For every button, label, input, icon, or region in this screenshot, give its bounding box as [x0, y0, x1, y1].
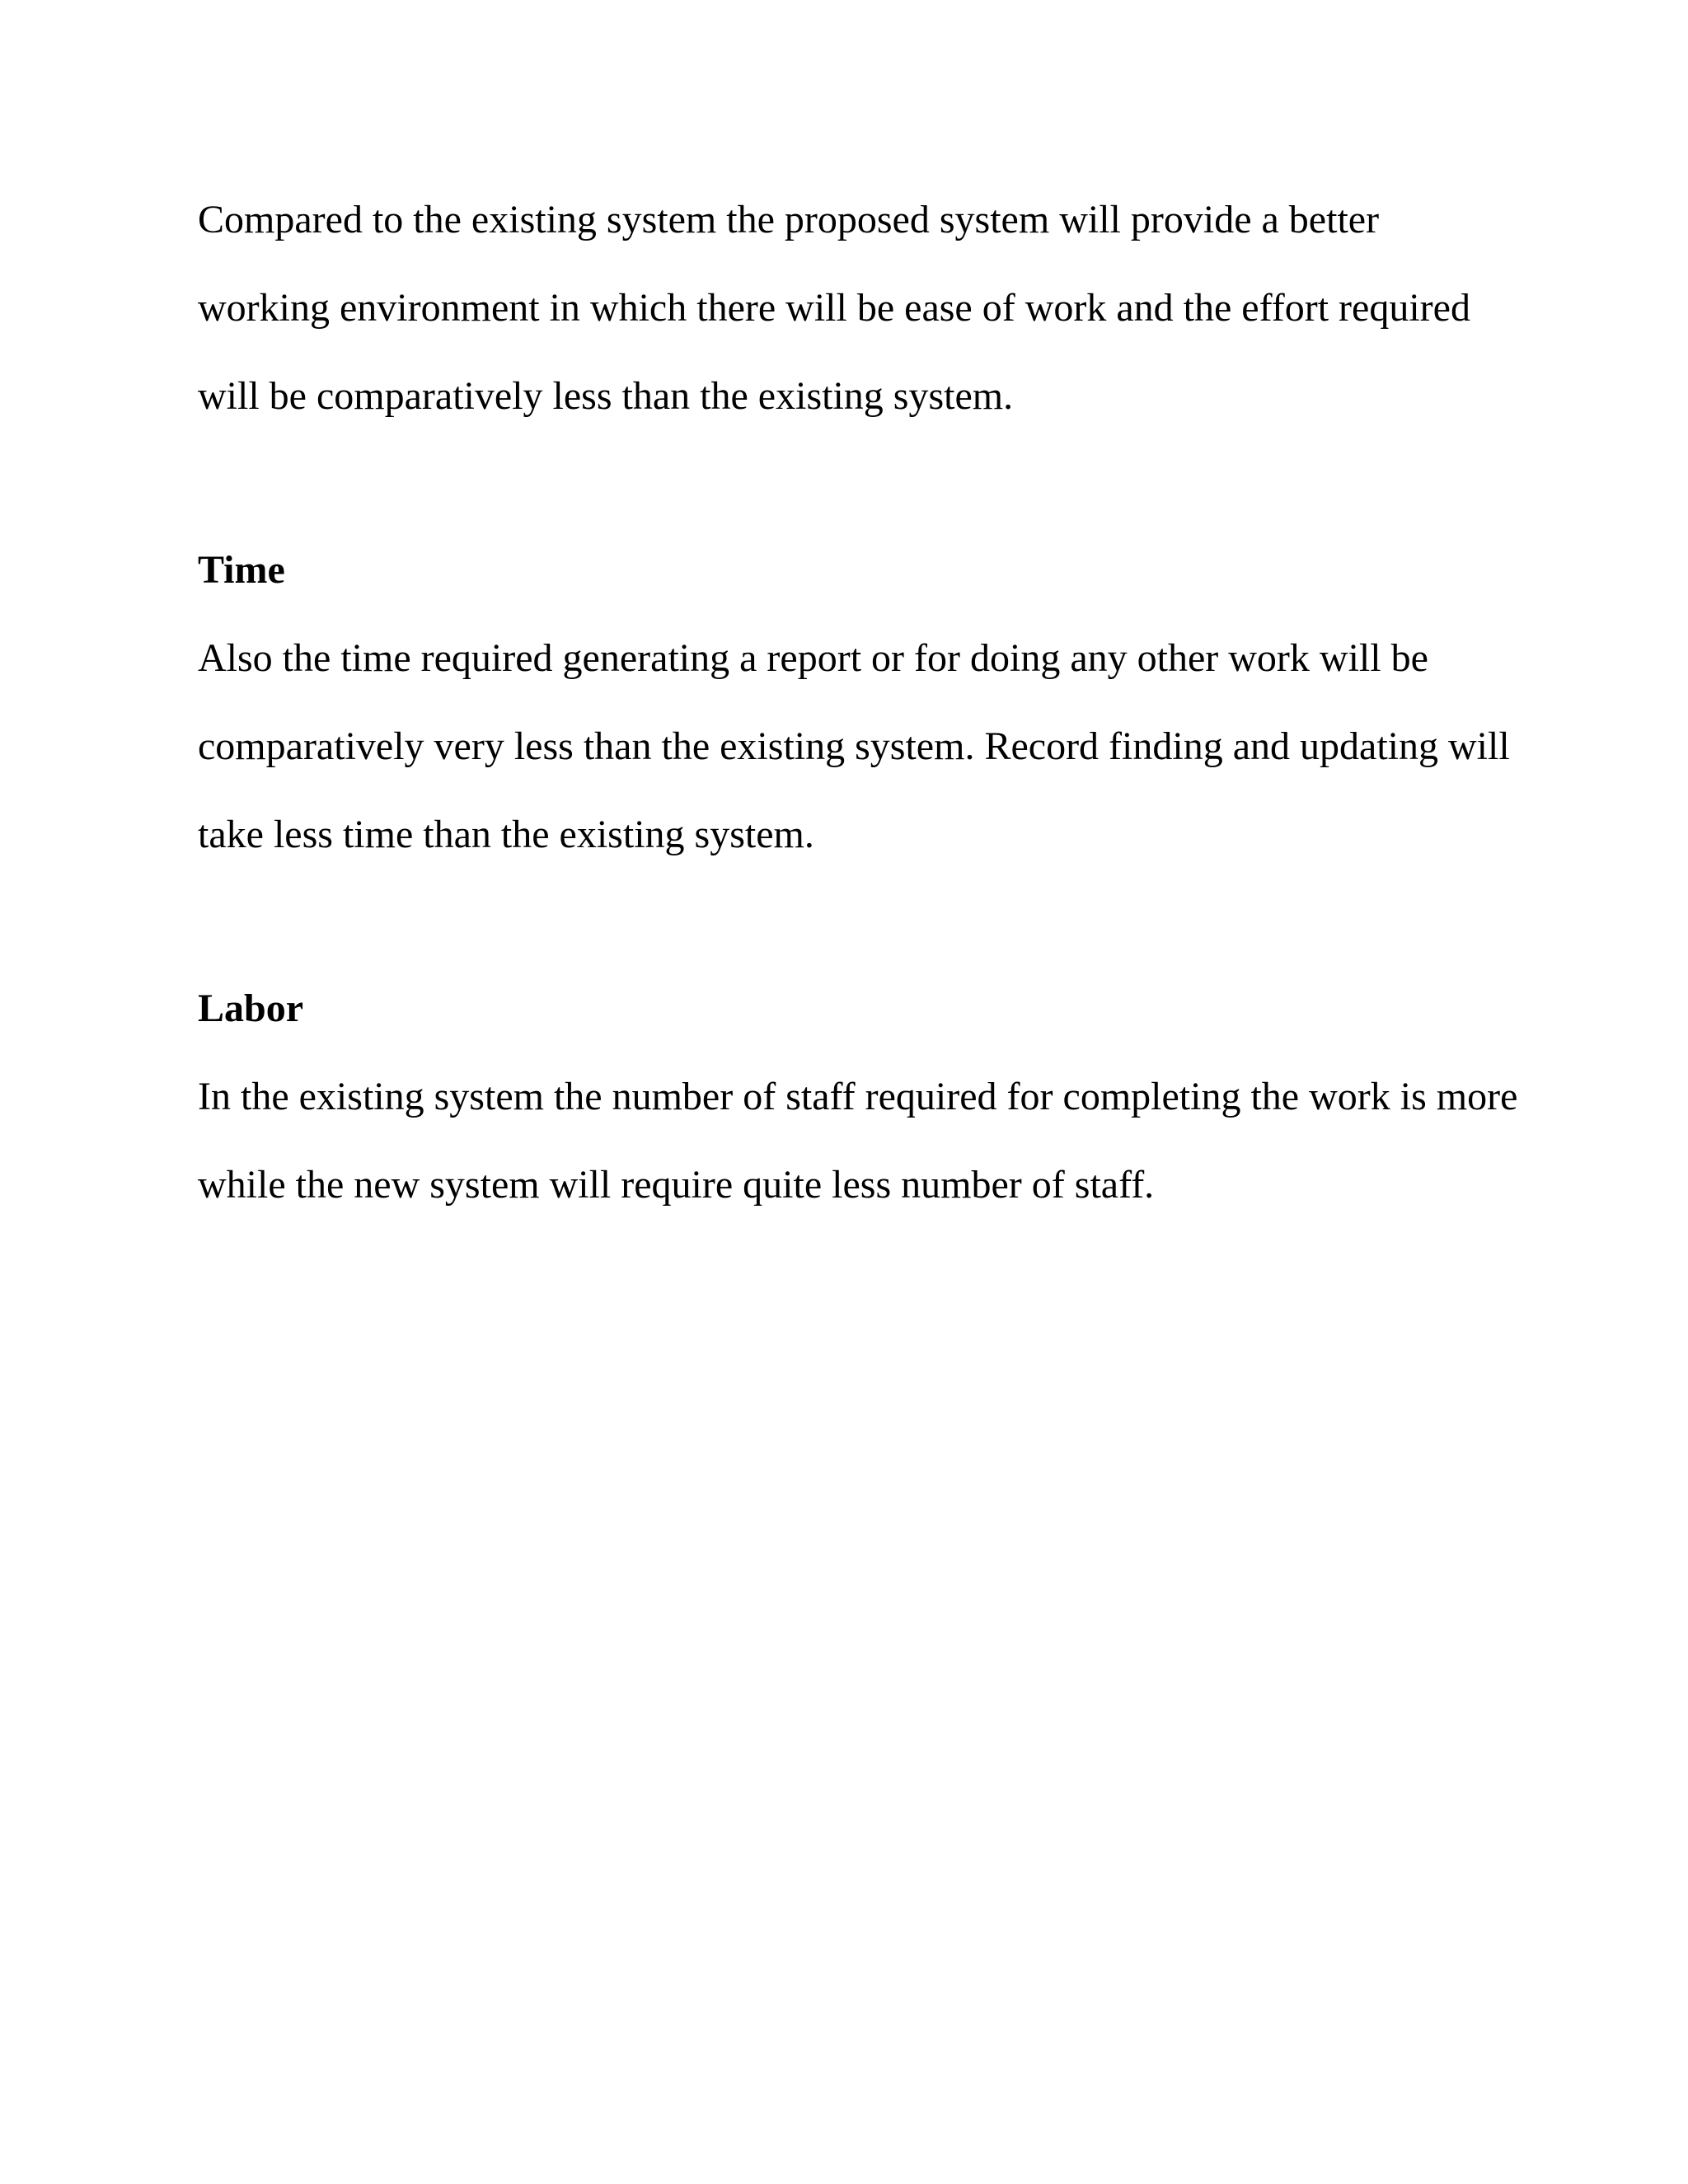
time-line-2: comparatively very less than the existing system. Record finding and updating will: [198, 724, 1510, 768]
labor-line-1: In the existing system the number of staff required for completing the work is more: [198, 1075, 1518, 1118]
section-heading-labor: Labor: [198, 987, 304, 1030]
intro-line-1: Compared to the existing system the proposed system will provide a better: [198, 198, 1380, 241]
time-line-1: Also the time required generating a report or for doing any other work will be: [198, 636, 1428, 680]
section-heading-time: Time: [198, 548, 285, 592]
time-line-3: take less time than the existing system.: [198, 813, 814, 856]
intro-line-2: working environment in which there will be ease of work and the effort required: [198, 286, 1470, 330]
labor-line-2: while the new system will require quite less number of staff.: [198, 1163, 1155, 1207]
intro-line-3: will be comparatively less than the existing system.: [198, 374, 1014, 418]
